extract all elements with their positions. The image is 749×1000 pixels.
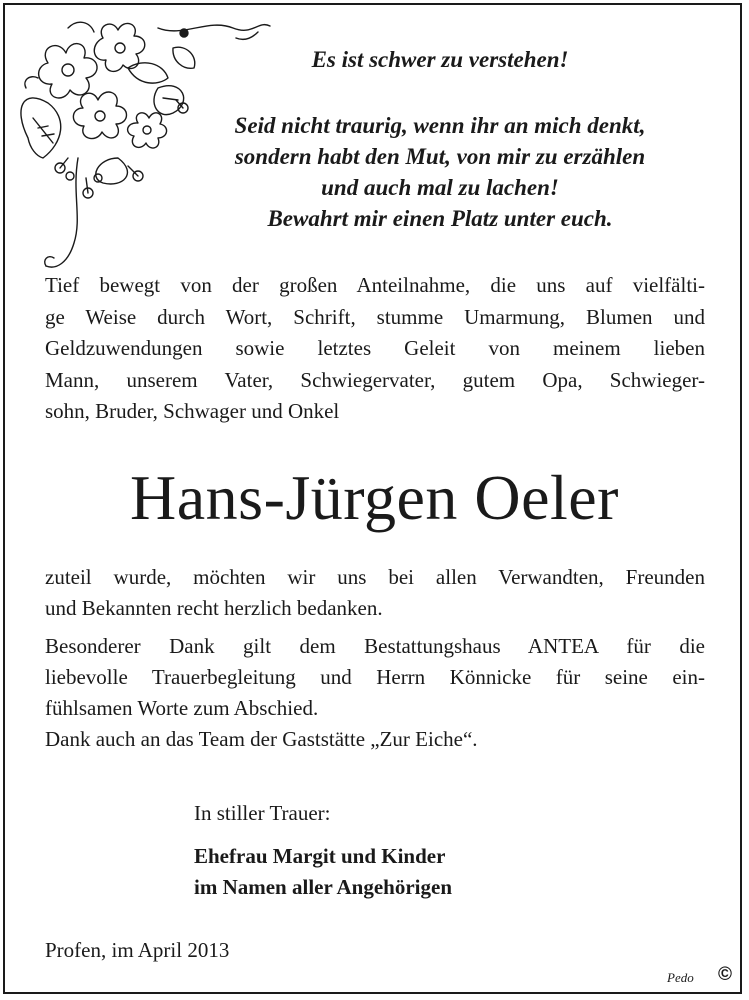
intro-line: Tief bewegt von der großen Anteilnahme, die uns auf vielfälti- [45,273,705,297]
intro-line: ge Weise durch Wort, Schrift, stumme Umarmung, Blumen und [45,304,705,329]
place-date: Profen, im April 2013 [45,938,230,962]
signature-line: Ehefrau Margit und Kinder [194,844,446,868]
poem-line-2: Seid nicht traurig, wenn ihr an mich denkt, [234,113,646,138]
thanks-paragraph [45,562,705,624]
special-line: fühlsamen Worte zum Abschied. [45,696,319,720]
designer-credit: Pedo [667,970,694,985]
poem-line-4: und auch mal zu lachen! [321,175,559,200]
special-line: liebevolle Trauerbegleitung und Herrn Könnicke für seine ein- [45,665,705,689]
thanks-line: und Bekannten recht herzlich bedanken. [45,596,383,620]
intro-line: Geldzuwendungen sowie letztes Geleit von meinem lieben [45,336,705,360]
thanks-line: zuteil wurde, möchten wir uns bei allen Verwandten, Freunden [45,565,705,589]
poem-line-1: Es ist schwer zu verstehen! [311,47,569,72]
special-line: Besonderer Dank gilt dem Bestattungshaus ANTEA für die [45,634,705,658]
signature-line: im Namen aller Angehörigen [194,874,453,899]
deceased-name: Hans-Jürgen Oeler [130,462,619,533]
special-thanks-paragraph [45,631,705,755]
copyright-icon: © [718,964,732,985]
intro-line: sohn, Bruder, Schwager und Onkel [45,399,340,423]
intro-line: Mann, unserem Vater, Schwiegervater, gutem Opa, Schwieger- [45,367,705,392]
poem-line-5: Bewahrt mir einen Platz unter euch. [267,206,613,231]
signature-block [194,841,452,902]
mourning-label: In stiller Trauer: [194,801,331,825]
poem-line-3: sondern habt den Mut, von mir zu erzählen [234,144,646,169]
intro-paragraph [45,270,705,428]
special-line: Dank auch an das Team der Gaststätte „Zur Eiche“. [45,727,478,751]
